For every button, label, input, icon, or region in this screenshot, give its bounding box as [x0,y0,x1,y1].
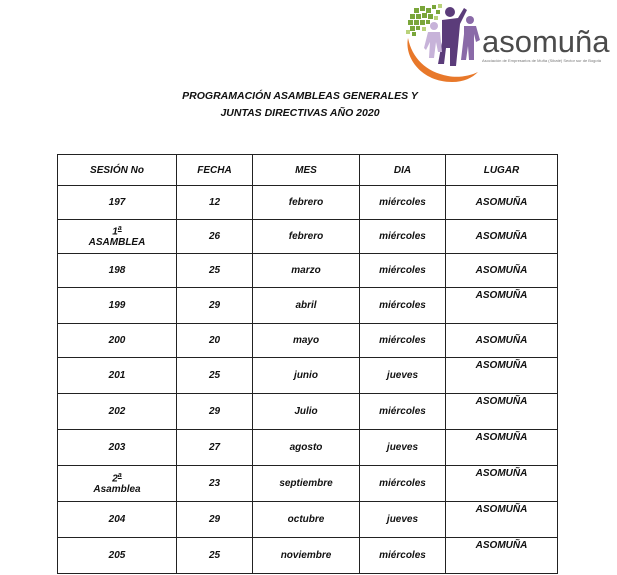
cell-session [58,466,177,502]
document-title-line-1: PROGRAMACIÓN ASAMBLEAS GENERALES Y [182,90,418,102]
cell-dia: miércoles [360,324,446,358]
cell-dia: miércoles [360,220,446,254]
table-row [58,430,558,466]
cell-mes: febrero [253,186,360,220]
cell-fecha: 25 [177,254,253,288]
cell-lugar: ASOMUÑA [446,288,558,324]
ordinal-suffix: a [117,224,122,232]
cell-fecha: 23 [177,466,253,502]
table-row [58,220,558,254]
cell-fecha: 27 [177,430,253,466]
table-row [58,186,558,220]
cell-mes: octubre [253,502,360,538]
cell-lugar: ASOMUÑA [446,502,558,538]
ordinal-number: 1 [112,226,118,238]
cell-mes: marzo [253,254,360,288]
cell-session: 198 [58,254,177,288]
cell-dia: miércoles [360,288,446,324]
cell-lugar: ASOMUÑA [446,220,558,254]
table-row [58,466,558,502]
table-row [58,358,558,394]
header-lugar: LUGAR [446,155,558,186]
cell-session: 205 [58,538,177,574]
logo-subtitle: Asociación de Empresarios de Muña (Sibaté) Sector sur de Bogotá [482,58,601,63]
cell-session: 200 [58,324,177,358]
cell-mes: Julio [253,394,360,430]
cell-session: 197 [58,186,177,220]
ordinal [58,472,176,484]
cell-session: 201 [58,358,177,394]
cell-dia: jueves [360,502,446,538]
cell-lugar: ASOMUÑA [446,394,558,430]
cell-mes: junio [253,358,360,394]
ordinal-number: 2 [112,473,118,485]
cell-lugar: ASOMUÑA [446,254,558,288]
cell-dia: miércoles [360,538,446,574]
cell-mes: agosto [253,430,360,466]
cell-session: 204 [58,502,177,538]
cell-mes: septiembre [253,466,360,502]
cell-lugar: ASOMUÑA [446,466,558,502]
cell-mes: noviembre [253,538,360,574]
table-row [58,288,558,324]
cell-lugar: ASOMUÑA [446,186,558,220]
table-row [58,538,558,574]
header-mes: MES [253,155,360,186]
logo-wordmark: asomuña [482,24,610,59]
table-row [58,394,558,430]
cell-fecha: 29 [177,288,253,324]
cell-session: 202 [58,394,177,430]
cell-dia: miércoles [360,466,446,502]
cell-mes: abril [253,288,360,324]
cell-dia: miércoles [360,394,446,430]
cell-fecha: 29 [177,502,253,538]
table-row [58,324,558,358]
asomuna-logo [400,2,610,86]
schedule-table [57,154,558,574]
table-row [58,254,558,288]
cell-session: 203 [58,430,177,466]
cell-lugar: ASOMUÑA [446,430,558,466]
cell-session: 199 [58,288,177,324]
ordinal-suffix: a [117,471,122,479]
cell-lugar: ASOMUÑA [446,324,558,358]
cell-dia: jueves [360,358,446,394]
cell-fecha: 20 [177,324,253,358]
header-session: SESIÓN No [58,155,177,186]
cell-fecha: 26 [177,220,253,254]
cell-dia: jueves [360,430,446,466]
table-header-row [58,155,558,186]
cell-fecha: 29 [177,394,253,430]
document-title-line-2: JUNTAS DIRECTIVAS AÑO 2020 [220,107,380,119]
ordinal [58,225,176,237]
header-dia: DIA [360,155,446,186]
cell-dia: miércoles [360,254,446,288]
logo-mark-icon [400,2,490,86]
table-row [58,502,558,538]
cell-lugar: ASOMUÑA [446,358,558,394]
session-word: ASAMBLEA [88,237,146,249]
header-fecha: FECHA [177,155,253,186]
session-word: Asamblea [93,484,141,496]
cell-lugar: ASOMUÑA [446,538,558,574]
cell-mes: febrero [253,220,360,254]
cell-session [58,220,177,254]
cell-dia: miércoles [360,186,446,220]
cell-fecha: 12 [177,186,253,220]
cell-fecha: 25 [177,358,253,394]
cell-fecha: 25 [177,538,253,574]
cell-mes: mayo [253,324,360,358]
